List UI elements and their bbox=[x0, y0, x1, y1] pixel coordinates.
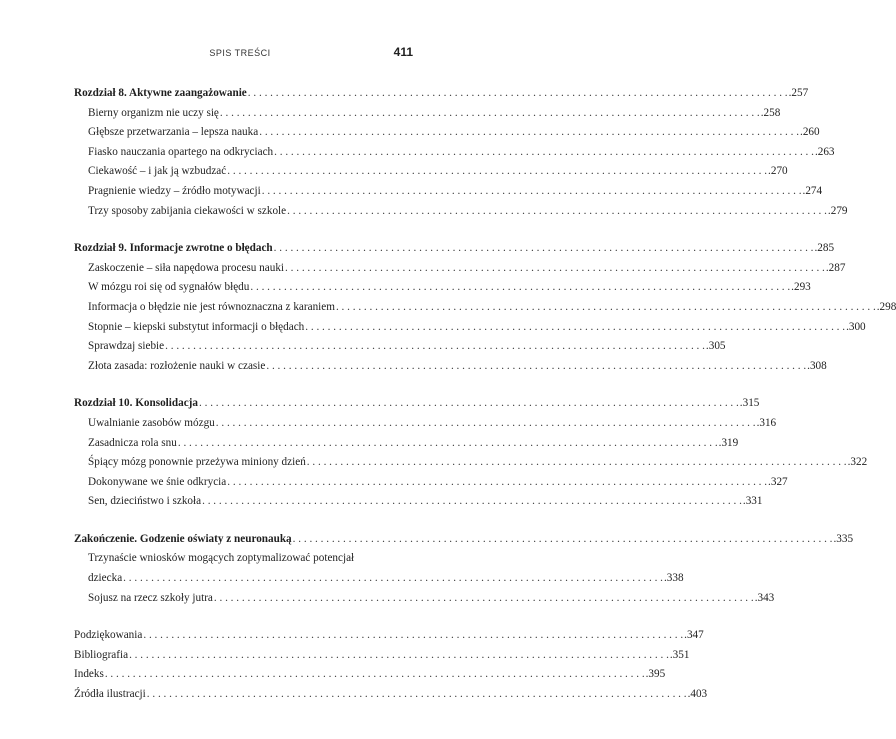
dot-leader bbox=[129, 646, 669, 666]
toc-chapter-entry[interactable] bbox=[74, 239, 835, 259]
toc-entry[interactable] bbox=[74, 143, 835, 163]
entry-page: .338 bbox=[663, 572, 684, 585]
entry-page: .305 bbox=[705, 340, 726, 353]
dot-leader bbox=[248, 84, 788, 104]
dot-leader bbox=[165, 337, 705, 357]
entry-page: .331 bbox=[742, 495, 763, 508]
dot-leader bbox=[336, 298, 876, 318]
entry-page: .327 bbox=[768, 475, 788, 488]
entry-title: Sojusz na rzecz szkoły jutra bbox=[88, 591, 213, 604]
entry-title: Ciekawość – i jak ją wzbudzać bbox=[88, 165, 227, 178]
chapter-page: .335 bbox=[833, 532, 854, 545]
entry-page: .316 bbox=[756, 416, 777, 429]
entry-title: Pragnienie wiedzy – źródło motywacji bbox=[88, 184, 261, 197]
dot-leader bbox=[274, 239, 814, 259]
chapter-conclusion bbox=[74, 530, 854, 608]
chapter-page: .285 bbox=[814, 242, 835, 255]
toc-entry[interactable] bbox=[74, 162, 788, 182]
toc-entry[interactable] bbox=[74, 569, 684, 589]
chapter-title: Zakończenie. Godzenie oświaty z neuronauką bbox=[74, 532, 292, 545]
entry-title: Śpiący mózg ponownie przeżywa miniony dzień bbox=[88, 456, 306, 469]
dot-leader bbox=[259, 123, 799, 143]
dot-leader bbox=[266, 357, 806, 377]
entry-title: Fiasko nauczania opartego na odkryciach bbox=[88, 145, 274, 158]
toc-entry[interactable] bbox=[74, 473, 788, 493]
page-number: 411 bbox=[393, 45, 413, 59]
dot-leader bbox=[250, 278, 790, 298]
entry-title: Bierny organizm nie uczy się bbox=[88, 106, 219, 119]
dot-leader bbox=[178, 434, 718, 454]
dot-leader bbox=[307, 453, 847, 473]
chapter-title: Rozdział 10. Konsolidacja bbox=[74, 397, 198, 410]
entry-page: .403 bbox=[687, 688, 708, 701]
dot-leader bbox=[227, 473, 767, 493]
dot-leader bbox=[105, 665, 645, 685]
chapter-8 bbox=[74, 84, 848, 221]
entry-page: .351 bbox=[669, 648, 690, 661]
dot-leader bbox=[143, 626, 683, 646]
dot-leader bbox=[214, 589, 754, 609]
chapter-page: .257 bbox=[788, 87, 809, 99]
dot-leader bbox=[293, 530, 833, 550]
toc-entry[interactable] bbox=[74, 278, 811, 298]
dot-leader bbox=[287, 202, 827, 222]
dot-leader bbox=[262, 182, 802, 202]
entry-page: .293 bbox=[791, 281, 811, 294]
entry-page: .258 bbox=[760, 106, 781, 119]
entry-page: .274 bbox=[802, 184, 823, 197]
dot-leader bbox=[274, 143, 814, 163]
toc-entry[interactable] bbox=[74, 434, 739, 454]
entry-title: Uwalnianie zasobów mózgu bbox=[88, 416, 215, 429]
entry-page: .343 bbox=[754, 591, 775, 604]
entry-page: .270 bbox=[768, 165, 788, 178]
entry-title: Zaskoczenie – siła napędowa procesu nauki bbox=[88, 261, 285, 274]
entry-title: Bibliografia bbox=[74, 648, 129, 661]
entry-page: .279 bbox=[827, 204, 848, 217]
entry-title: Sen, dzieciństwo i szkoła bbox=[88, 495, 202, 508]
chapter-10 bbox=[74, 394, 868, 512]
toc-entry[interactable] bbox=[74, 589, 775, 609]
toc-entry[interactable] bbox=[74, 202, 848, 222]
toc-backmatter-entry[interactable] bbox=[74, 626, 704, 646]
toc-entry[interactable] bbox=[74, 123, 820, 143]
entry-page: .298 bbox=[876, 300, 896, 313]
dot-leader bbox=[123, 569, 663, 589]
entry-title: Sprawdzaj siebie bbox=[88, 340, 165, 353]
entry-title-line1: Trzynaście wniosków mogących zoptymalizować potencjał bbox=[88, 552, 355, 565]
toc-entry[interactable] bbox=[74, 182, 823, 202]
entry-page: .260 bbox=[800, 126, 820, 139]
toc-backmatter-entry[interactable] bbox=[74, 685, 708, 705]
toc-entry[interactable] bbox=[74, 492, 763, 512]
toc-chapter-entry[interactable] bbox=[74, 84, 809, 104]
toc-entry[interactable] bbox=[74, 453, 868, 473]
entry-page: .263 bbox=[814, 145, 835, 158]
entry-title: Informacja o błędzie nie jest równoznaczna z karaniem bbox=[88, 300, 335, 313]
toc-entry[interactable] bbox=[74, 104, 781, 124]
running-head: SPIS TREŚCI bbox=[209, 48, 271, 58]
entry-title: W mózgu roi się od sygnałów błędu bbox=[88, 281, 250, 294]
entry-title: Stopnie – kiepski substytut informacji o błędach bbox=[88, 320, 305, 333]
dot-leader bbox=[220, 104, 760, 124]
entry-title: dziecka bbox=[88, 572, 123, 585]
dot-leader bbox=[147, 685, 687, 705]
dot-leader bbox=[199, 394, 739, 414]
entry-title: Głębsze przetwarzania – lepsza nauka bbox=[88, 126, 259, 139]
dot-leader bbox=[202, 492, 742, 512]
toc-entry[interactable] bbox=[74, 259, 846, 279]
entry-title: Podziękowania bbox=[74, 629, 143, 642]
chapter-9 bbox=[74, 239, 896, 376]
toc-entry[interactable] bbox=[74, 318, 866, 338]
toc-chapter-entry[interactable] bbox=[74, 394, 760, 414]
toc-chapter-entry[interactable] bbox=[74, 530, 854, 550]
entry-title: Złota zasada: rozłożenie nauki w czasie bbox=[88, 359, 266, 372]
toc-entry[interactable] bbox=[74, 337, 726, 357]
toc-entry[interactable] bbox=[74, 414, 777, 434]
entry-title: Źródła ilustracji bbox=[74, 688, 146, 701]
toc-entry[interactable] bbox=[74, 357, 827, 377]
entry-page: .287 bbox=[825, 261, 846, 274]
entry-page: .300 bbox=[846, 320, 866, 333]
entry-title: Trzy sposoby zabijania ciekawości w szkole bbox=[88, 204, 287, 217]
entry-title: Zasadnicza rola snu bbox=[88, 436, 177, 449]
chapter-title: Rozdział 9. Informacje zwrotne o błędach bbox=[74, 242, 273, 255]
toc-backmatter-entry[interactable] bbox=[74, 646, 690, 666]
entry-title: Indeks bbox=[74, 668, 104, 681]
entry-page: .322 bbox=[847, 456, 868, 469]
dot-leader bbox=[285, 259, 825, 279]
dot-leader bbox=[305, 318, 845, 338]
entry-page: .395 bbox=[645, 668, 666, 681]
entry-page: .319 bbox=[718, 436, 739, 449]
chapter-title: Rozdział 8. Aktywne zaangażowanie bbox=[74, 87, 247, 99]
entry-page: .308 bbox=[807, 359, 827, 372]
toc-backmatter-entry[interactable] bbox=[74, 665, 666, 685]
dot-leader bbox=[216, 414, 756, 434]
back-matter bbox=[74, 626, 708, 704]
entry-page: .347 bbox=[684, 629, 704, 642]
entry-title: Dokonywane we śnie odkrycia bbox=[88, 475, 227, 488]
toc-entry[interactable] bbox=[74, 298, 896, 318]
table-of-contents bbox=[74, 84, 896, 723]
dot-leader bbox=[227, 162, 767, 182]
chapter-page: .315 bbox=[739, 397, 760, 410]
